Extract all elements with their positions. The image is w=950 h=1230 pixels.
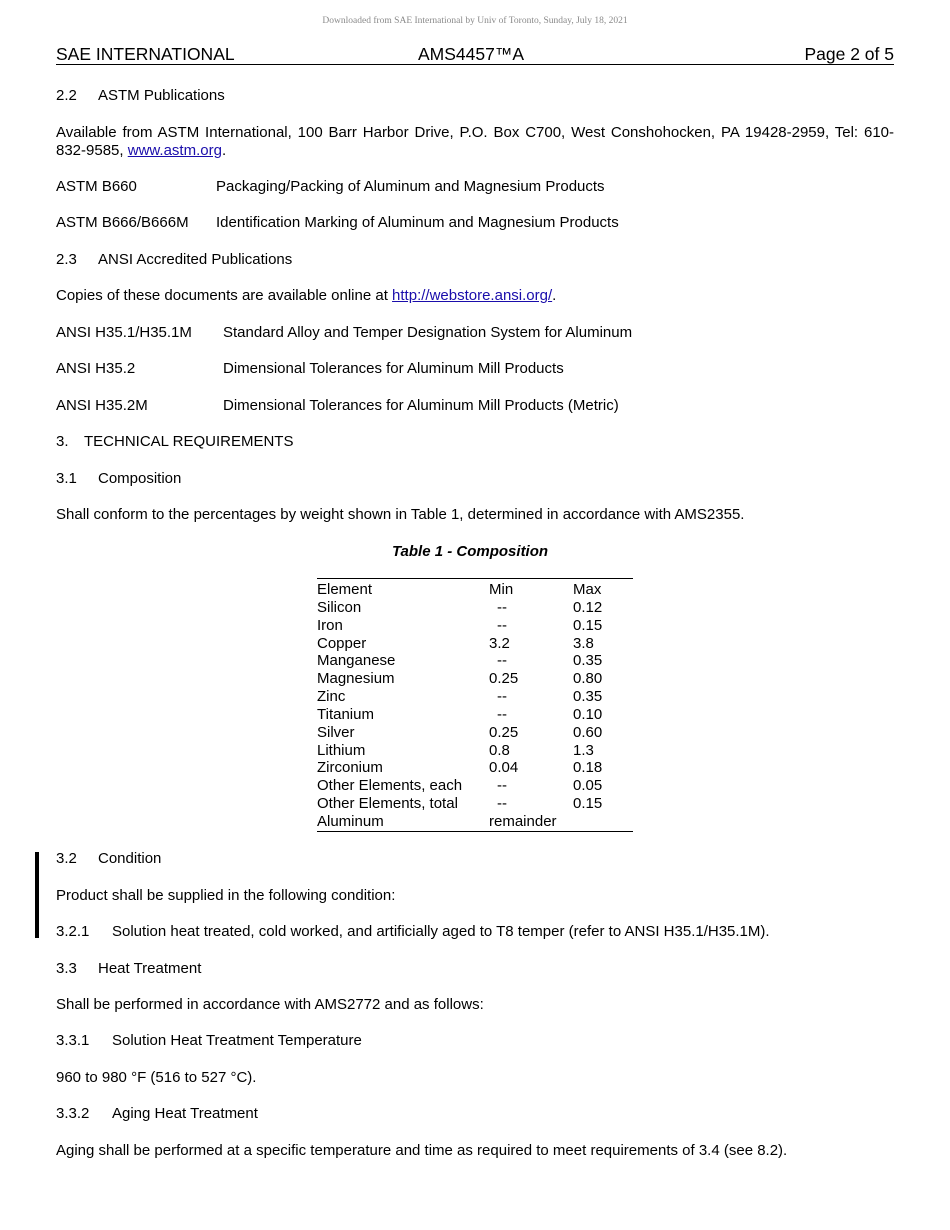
cell-max: 0.18 [573, 759, 603, 777]
cell-element: Manganese [317, 652, 396, 670]
reference-row [56, 324, 633, 342]
ansi-availability-paragraph [56, 287, 556, 305]
table-row [317, 670, 633, 688]
reference-code: ANSI H35.1/H35.1M [56, 324, 192, 341]
cell-min: -- [497, 616, 507, 634]
reference-title: Identification Marking of Aluminum and Magnesium Products [216, 214, 619, 231]
astm-availability-text: Available from ASTM International, 100 Barr Harbor Drive, P.O. Box C700, West Conshohocken, PA 19428-2959, Tel: 610-832-9585, [56, 124, 894, 159]
cell-max: 0.80 [573, 670, 603, 688]
table-row [317, 688, 633, 706]
section-number: 3.1 [56, 470, 77, 487]
table-header-row [317, 581, 633, 599]
cell-element: Copper [317, 634, 367, 652]
cell-max: 0.05 [573, 777, 603, 795]
table-row [317, 635, 633, 653]
reference-code: ANSI H35.2M [56, 397, 148, 414]
cell-element: Other Elements, total [317, 795, 458, 813]
reference-code: ASTM B666/B666M [56, 214, 189, 231]
cell-min: 0.25 [489, 723, 519, 741]
section-number: 3.3.1 [56, 1032, 90, 1049]
download-notice: Downloaded from SAE International by Univ of Toronto, Sunday, July 18, 2021 [322, 16, 628, 26]
section-number: 3. [56, 433, 69, 450]
section-title: ANSI Accredited Publications [98, 251, 293, 268]
reference-row [56, 360, 564, 378]
cell-min: -- [497, 777, 507, 795]
table-row [317, 795, 633, 813]
header-page-number: Page 2 of 5 [804, 44, 894, 64]
cell-element: Titanium [317, 705, 374, 723]
section-3-2-heading [56, 850, 162, 868]
astm-availability-paragraph [56, 124, 894, 160]
cell-element: Zirconium [317, 759, 383, 777]
heat-treatment-text: Shall be performed in accordance with AMS2772 and as follows: [56, 996, 484, 1013]
reference-title: Dimensional Tolerances for Aluminum Mill Products (Metric) [223, 397, 619, 414]
cell-element: Lithium [317, 741, 366, 759]
section-3-2-1 [56, 923, 770, 941]
section-3-3-2-heading [56, 1105, 258, 1123]
cell-min: -- [497, 795, 507, 813]
table-row [317, 813, 633, 831]
cell-element: Other Elements, each [317, 777, 463, 795]
cell-min: 0.8 [489, 741, 510, 759]
section-2-2-heading [56, 87, 225, 105]
section-2-3-heading [56, 251, 293, 269]
column-header-min: Min [489, 581, 514, 598]
cell-max: 3.8 [573, 634, 594, 652]
header-doc-id: AMS4457™A [418, 44, 525, 64]
cell-min: -- [497, 598, 507, 616]
column-header-element: Element [317, 581, 373, 598]
astm-period: . [221, 142, 227, 159]
cell-max: 1.3 [573, 741, 594, 759]
reference-title: Standard Alloy and Temper Designation System for Aluminum [223, 324, 633, 341]
section-title: Heat Treatment [98, 960, 202, 977]
table-row [317, 759, 633, 777]
section-3-1-heading [56, 470, 182, 488]
section-number: 3.2.1 [56, 923, 90, 940]
table-1-caption: Table 1 - Composition [391, 543, 549, 560]
cell-min: -- [497, 705, 507, 723]
column-header-max: Max [573, 581, 602, 598]
section-title: Aging Heat Treatment [112, 1105, 258, 1122]
cell-max: 0.35 [573, 652, 603, 670]
cell-min: -- [497, 652, 507, 670]
table-row [317, 777, 633, 795]
cell-max: 0.15 [573, 795, 603, 813]
section-title: Composition [98, 470, 182, 487]
ansi-period: . [552, 287, 557, 304]
section-title: Condition [98, 850, 162, 867]
reference-code: ASTM B660 [56, 178, 137, 195]
reference-row [56, 214, 619, 232]
solution-temperature-text: 960 to 980 °F (516 to 527 °C). [56, 1069, 257, 1086]
cell-max: 0.60 [573, 723, 603, 741]
table-row [317, 652, 633, 670]
cell-element: Iron [317, 616, 343, 634]
reference-title: Dimensional Tolerances for Aluminum Mill Products [223, 360, 564, 377]
page-header [56, 44, 894, 65]
section-number: 2.2 [56, 87, 77, 104]
cell-element: Aluminum [317, 812, 384, 830]
cell-min: 3.2 [489, 634, 510, 652]
header-org: SAE INTERNATIONAL [56, 44, 235, 64]
revision-change-bar [35, 852, 39, 938]
condition-text: Product shall be supplied in the following condition: [56, 887, 396, 904]
section-3-3-heading [56, 960, 202, 978]
table-row [317, 724, 633, 742]
section-3-heading [56, 433, 294, 451]
cell-element: Zinc [317, 688, 346, 706]
cell-min: -- [497, 688, 507, 706]
section-title: Solution Heat Treatment Temperature [112, 1032, 362, 1049]
cell-max: 0.35 [573, 688, 603, 706]
reference-code: ANSI H35.2 [56, 360, 136, 377]
cell-element: Magnesium [317, 670, 395, 688]
reference-title: Packaging/Packing of Aluminum and Magnesium Products [216, 178, 605, 195]
cell-min: 0.04 [489, 759, 519, 777]
ansi-webstore-link[interactable]: http://webstore.ansi.org/ [392, 287, 553, 304]
section-number: 3.3.2 [56, 1105, 90, 1122]
aging-text: Aging shall be performed at a specific temperature and time as required to meet requirements of 3.4 (see 8.2). [56, 1142, 788, 1159]
section-number: 2.3 [56, 251, 77, 268]
section-number: 3.2 [56, 850, 77, 867]
cell-min: remainder [489, 812, 557, 830]
cell-element: Silicon [317, 598, 362, 616]
cell-element: Silver [317, 723, 355, 741]
composition-text: Shall conform to the percentages by weight shown in Table 1, determined in accordance with AMS2355. [56, 506, 745, 523]
section-title: TECHNICAL REQUIREMENTS [84, 433, 294, 450]
table-row [317, 742, 633, 760]
table-row [317, 617, 633, 635]
section-number: 3.3 [56, 960, 77, 977]
table-row [317, 599, 633, 617]
cell-max: 0.15 [573, 616, 603, 634]
cell-max: 0.12 [573, 598, 603, 616]
ansi-availability-text: Copies of these documents are available online at [56, 287, 388, 304]
section-text: Solution heat treated, cold worked, and artificially aged to T8 temper (refer to ANSI H35.1/H35.1M). [112, 923, 770, 940]
cell-max: 0.10 [573, 705, 603, 723]
composition-table [317, 578, 633, 832]
reference-row [56, 397, 619, 415]
section-3-3-1-heading [56, 1032, 362, 1050]
table-row [317, 706, 633, 724]
cell-min: 0.25 [489, 670, 519, 688]
astm-link[interactable]: www.astm.org [127, 142, 222, 159]
section-title: ASTM Publications [98, 87, 225, 104]
reference-row [56, 178, 605, 196]
